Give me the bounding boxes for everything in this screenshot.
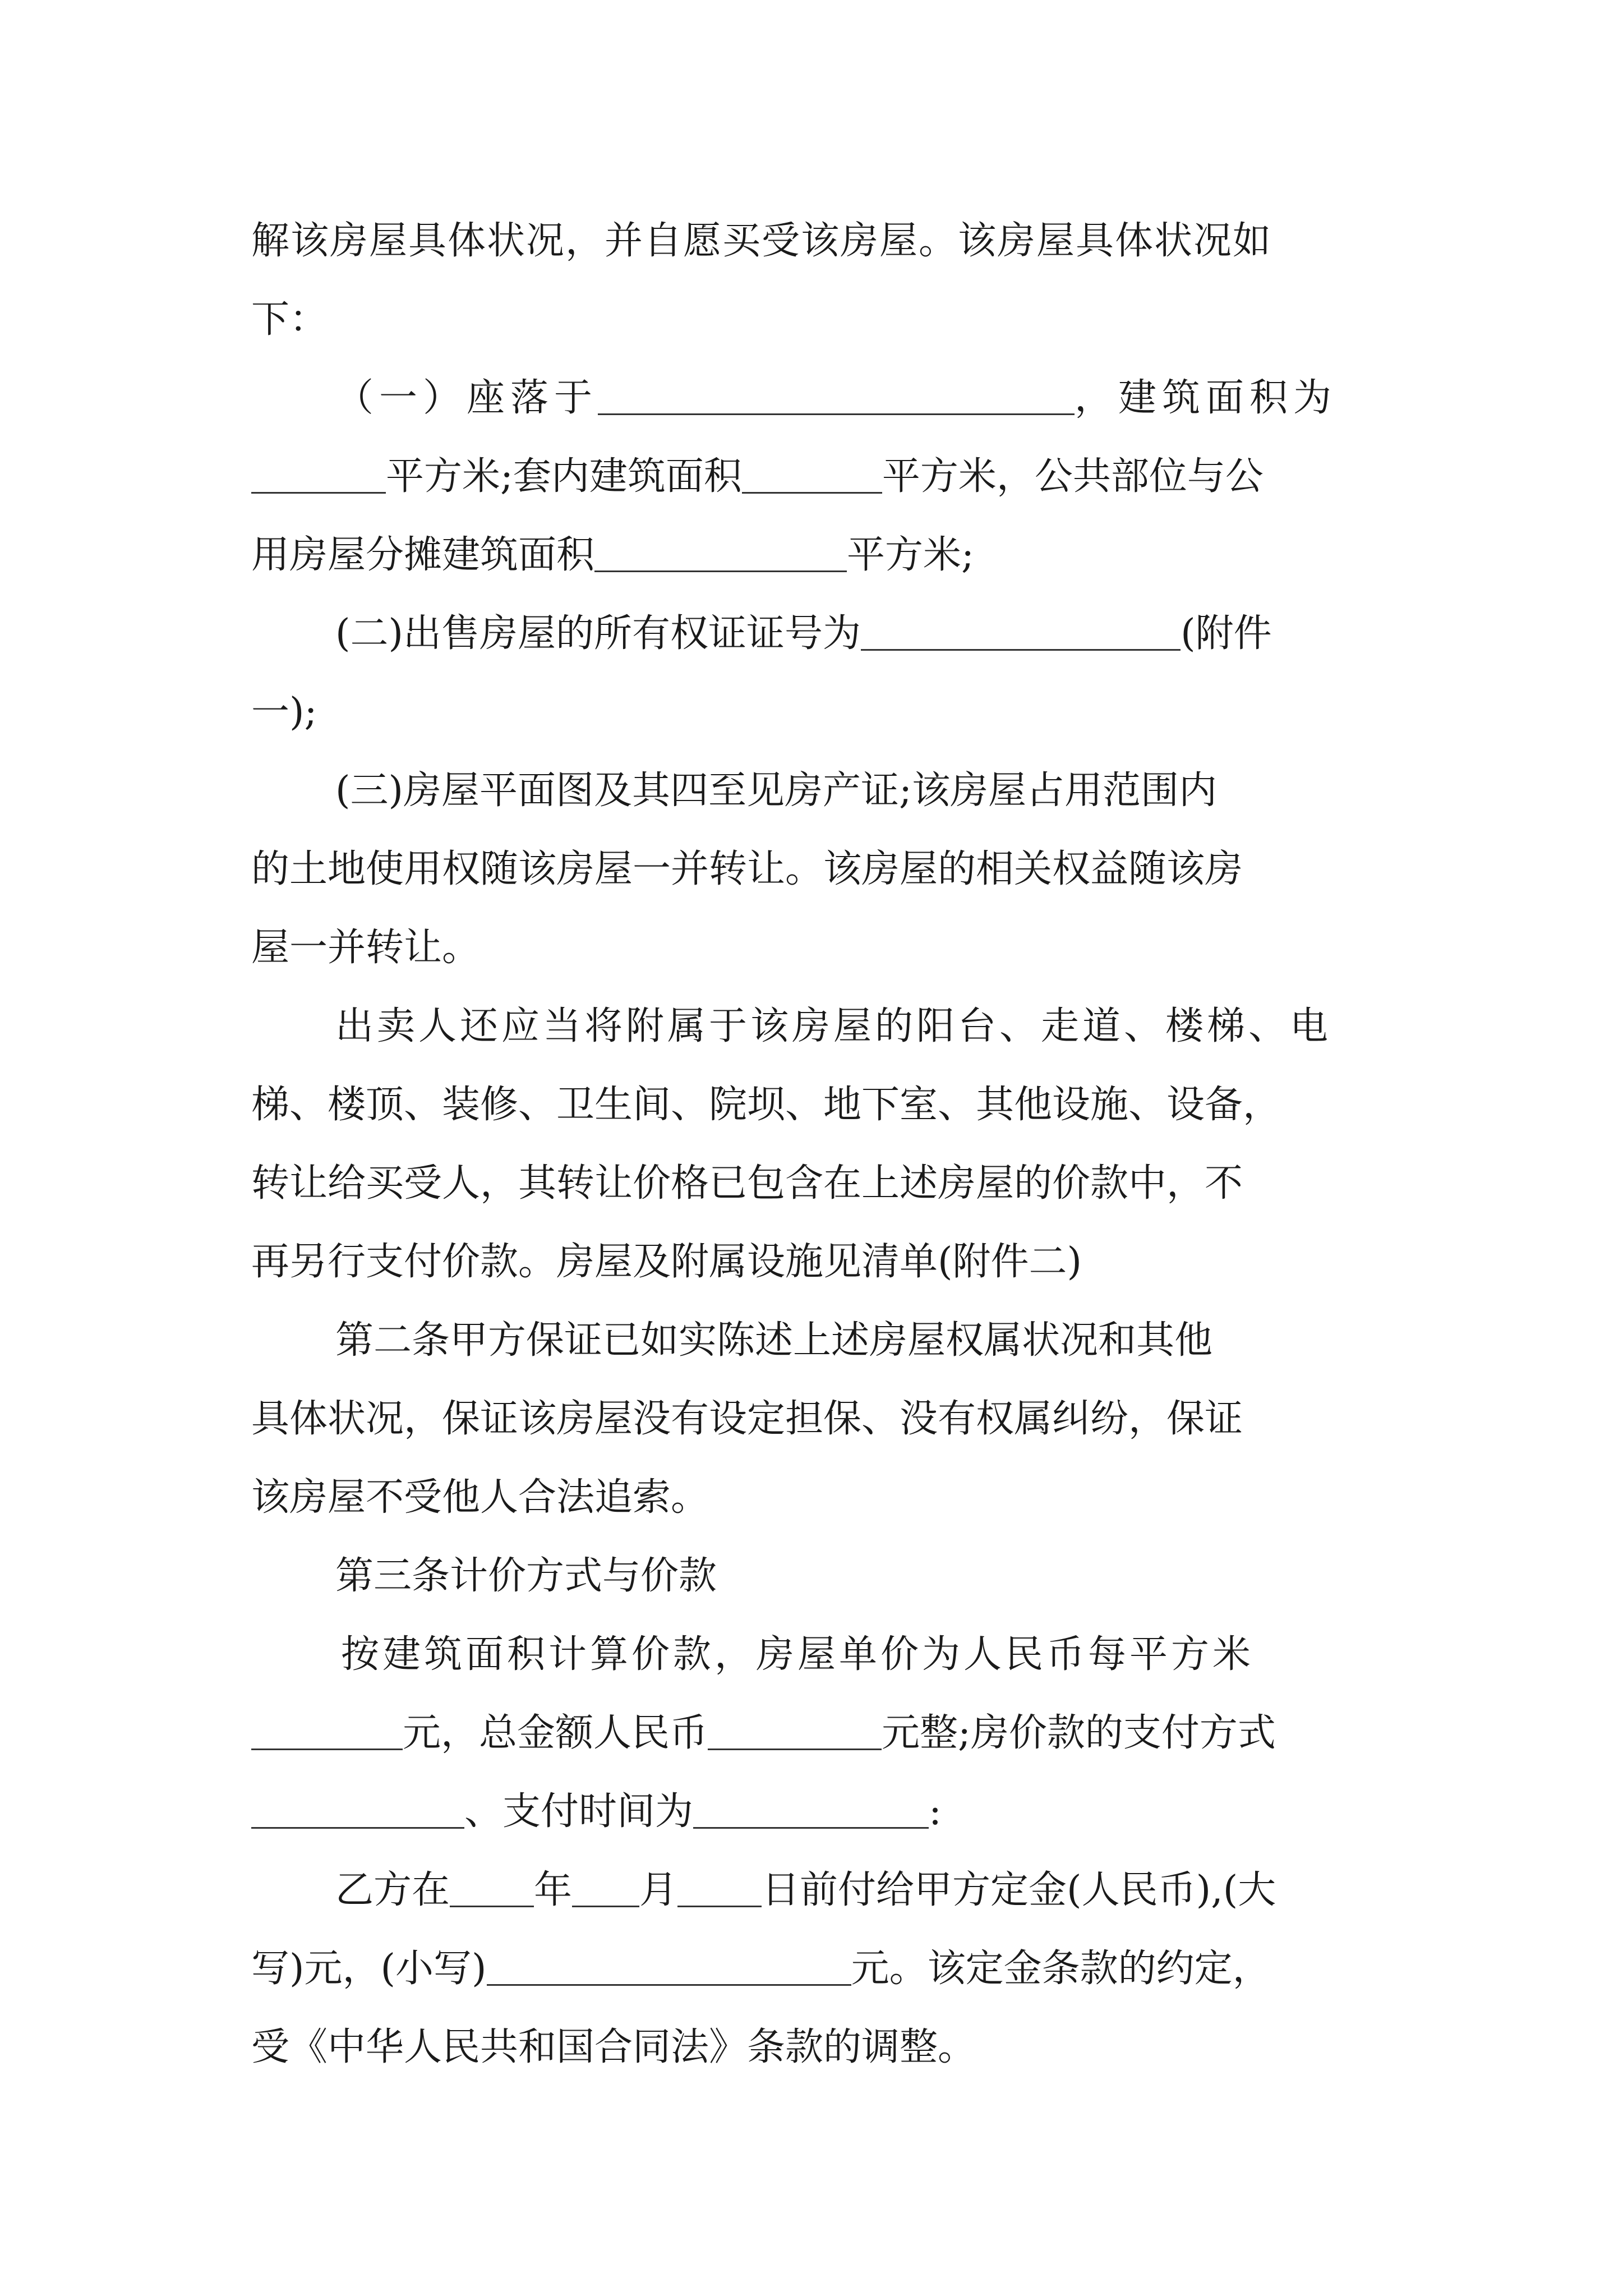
text-line (251, 438, 1384, 516)
text-line (251, 1930, 1384, 2008)
blank-certificate-number (861, 610, 1181, 651)
text-line (251, 673, 1384, 752)
section-heading (251, 1537, 1384, 1616)
paragraph-text: 该房屋不受他人合法追索。 (251, 1475, 709, 1520)
blank-payment-time (693, 1788, 929, 1829)
text-line (251, 1144, 1384, 1223)
paragraph-text: ，建筑面积为 (1075, 376, 1338, 420)
text-line (251, 1694, 1384, 1773)
paragraph-text: 按建筑面积计算价款，房屋单价为人民币每平方米 (341, 1632, 1255, 1677)
paragraph-text: 第二条甲方保证已如实陈述上述房屋权属状况和其他 (335, 1318, 1213, 1363)
blank-inner-area (742, 453, 882, 494)
text-line (251, 1223, 1384, 1301)
paragraph-text: 、支付时间为 (464, 1789, 694, 1834)
paragraph-text: 一); (251, 690, 317, 734)
paragraph-text: : (929, 1789, 942, 1834)
text-line (251, 1773, 1384, 1851)
paragraph-text: 写)元，(小写) (251, 1947, 487, 1991)
paragraph-text: 受《中华人民共和国合同法》条款的调整。 (251, 2025, 976, 2069)
text-line (251, 1851, 1384, 1930)
paragraph-text: 具体状况，保证该房屋没有设定担保、没有权属纠纷，保证 (251, 1397, 1243, 1441)
text-line (251, 1380, 1384, 1458)
paragraph-text: （一）座落于 (335, 376, 598, 420)
paragraph-text: (附件 (1181, 611, 1272, 656)
text-line (251, 359, 1384, 438)
paragraph-text: 月 (639, 1868, 678, 1912)
paragraph-text: 年 (534, 1868, 573, 1912)
paragraph-text: 屋一并转让。 (251, 926, 481, 970)
text-line (251, 1616, 1384, 1694)
text-line (251, 595, 1384, 673)
paragraph-text: (二)出售房屋的所有权证证号为 (335, 611, 861, 656)
blank-payment-method (251, 1788, 464, 1829)
text-line (251, 987, 1384, 1066)
text-line (251, 280, 1384, 359)
paragraph-text: 乙方在 (335, 1868, 450, 1912)
blank-building-area (251, 453, 386, 494)
text-line (251, 1301, 1384, 1380)
paragraph-text: 用房屋分摊建筑面积 (251, 533, 595, 577)
paragraph-text: 再另行支付价款。房屋及附属设施见清单(附件二) (251, 1240, 1082, 1284)
paragraph-text: 元，总金额人民币 (403, 1711, 708, 1755)
paragraph-text: 元整;房价款的支付方式 (882, 1711, 1276, 1755)
text-line (251, 1458, 1384, 1537)
text-line (251, 830, 1384, 909)
blank-location (598, 374, 1075, 415)
paragraph-text: 下： (251, 297, 328, 342)
blank-total-amount (708, 1709, 882, 1750)
text-line (251, 2008, 1384, 2087)
paragraph-text: 的土地使用权随该房屋一并转让。该房屋的相关权益随该房 (251, 847, 1243, 891)
paragraph-text: 平方米; (847, 533, 974, 577)
text-line (251, 752, 1384, 830)
blank-deposit-amount (487, 1945, 851, 1986)
blank-year (450, 1866, 534, 1907)
paragraph-text: 解该房屋具体状况，并自愿买受该房屋。该房屋具体状况如 (251, 219, 1272, 263)
paragraph-text: 梯、楼顶、装修、卫生间、院坝、地下室、其他设施、设备， (251, 1083, 1281, 1127)
paragraph-text: (三)房屋平面图及其四至见房产证;该房屋占用范围内 (335, 769, 1217, 813)
text-line (251, 202, 1384, 280)
paragraph-text: 日前付给甲方定金(人民币),(大 (762, 1868, 1276, 1912)
paragraph-text: 第三条计价方式与价款 (335, 1554, 717, 1598)
blank-unit-price (251, 1709, 403, 1750)
paragraph-text: 元。该定金条款的约定， (851, 1947, 1271, 1991)
paragraph-text: 平方米;套内建筑面积 (386, 454, 742, 499)
paragraph-text: 出卖人还应当将附属于该房屋的阳台、走道、楼梯、电 (335, 1004, 1332, 1048)
text-line (251, 516, 1384, 595)
blank-month (572, 1866, 639, 1907)
text-line (251, 909, 1384, 987)
paragraph-text: 转让给买受人，其转让价格已包含在上述房屋的价款中，不 (251, 1161, 1243, 1205)
paragraph-text: 平方米，公共部位与公 (882, 454, 1264, 499)
blank-shared-area (594, 531, 847, 572)
text-line (251, 1066, 1384, 1144)
blank-day (677, 1866, 762, 1907)
document-page (251, 202, 1384, 2087)
